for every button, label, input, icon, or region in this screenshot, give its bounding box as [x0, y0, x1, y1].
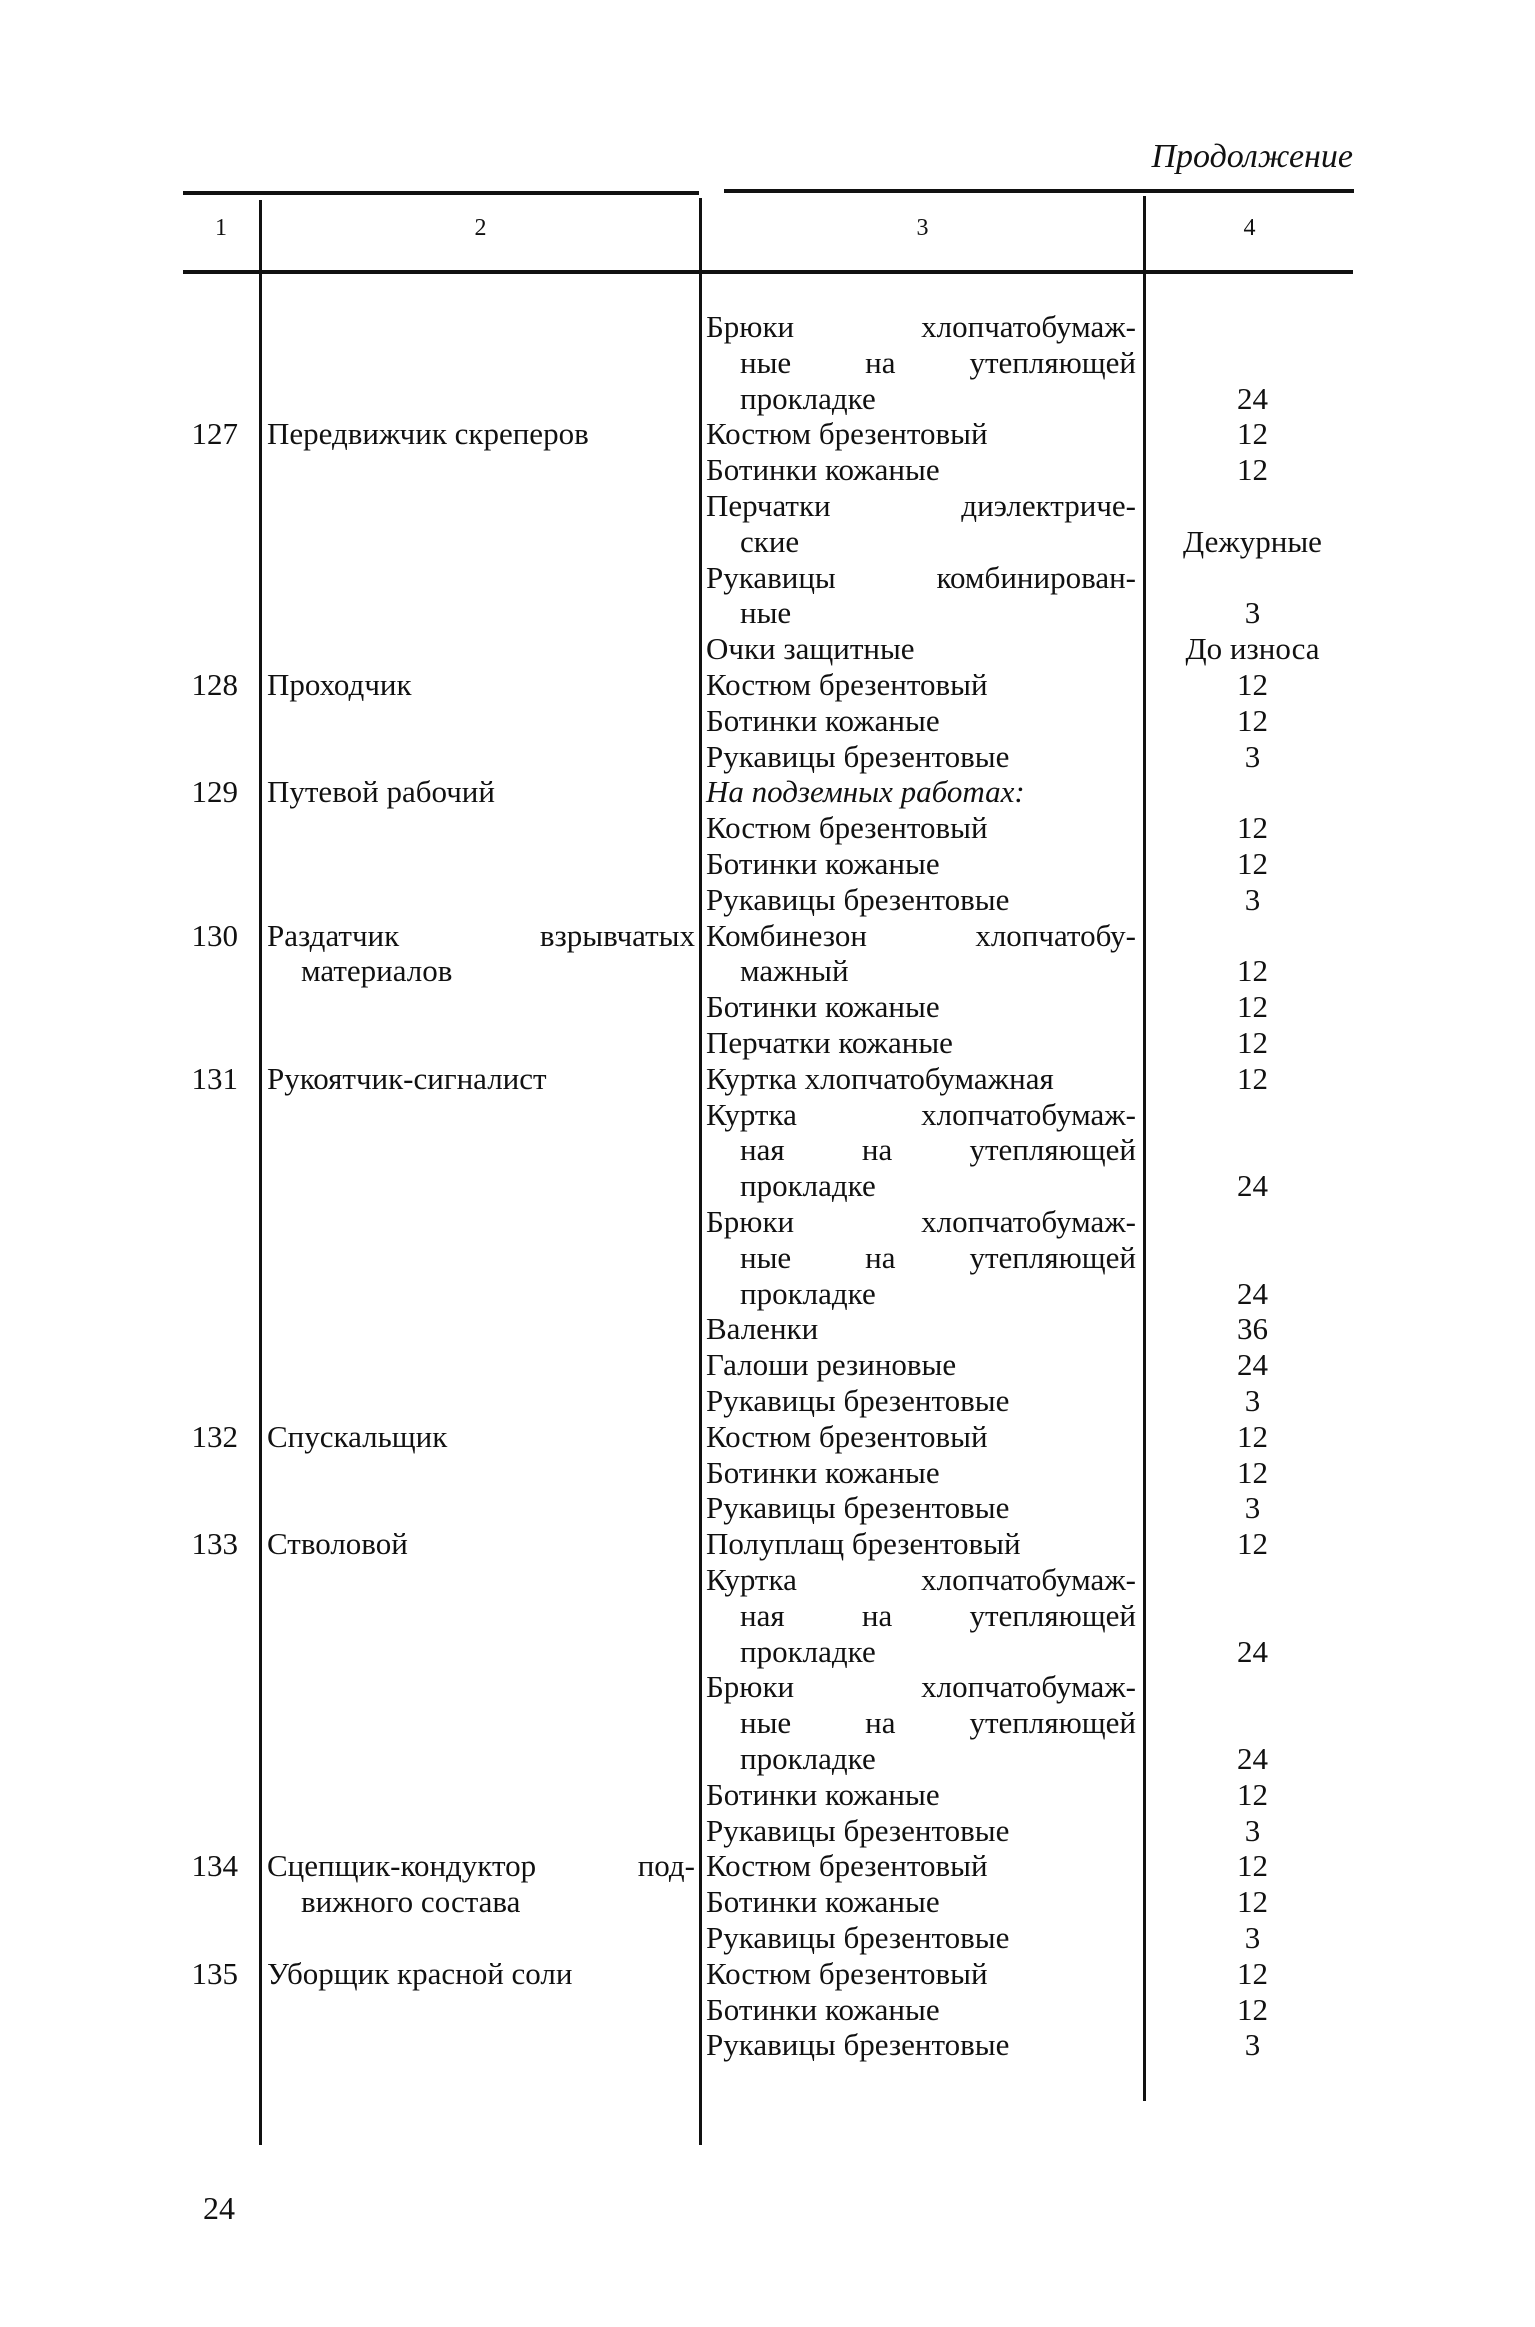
row-number: 133 — [191, 1526, 238, 1562]
clothing-item: Брюки хлопчатобумаж- — [706, 1204, 1136, 1239]
clothing-item: Костюм брезентовый — [706, 810, 988, 846]
wear-period: 12 — [1237, 452, 1268, 488]
header-bottom-rule — [183, 270, 1353, 274]
row-number: 132 — [191, 1418, 238, 1454]
wear-period: 3 — [1244, 881, 1261, 917]
wear-period: 12 — [1237, 702, 1268, 738]
occupation-name: Проходчик — [267, 667, 412, 702]
row-number: 135 — [191, 1955, 238, 1991]
clothing-item: Ботинки кожаные — [706, 1776, 940, 1812]
clothing-item: Костюм брезентовый — [706, 1418, 988, 1454]
clothing-item: Ботинки кожаные — [706, 702, 940, 738]
occupation-name: Передвижчик скреперов — [267, 416, 589, 452]
wear-period: 3 — [1244, 595, 1261, 631]
clothing-item: Перчатки кожаные — [706, 1025, 953, 1060]
clothing-item: ные — [740, 595, 792, 631]
wear-period: 24 — [1237, 1275, 1268, 1311]
column-divider — [1143, 196, 1146, 2101]
occupation-name: Стволовой — [267, 1526, 408, 1562]
clothing-item: прокладке — [740, 1275, 876, 1311]
clothing-item: Костюм брезентовый — [706, 416, 988, 452]
continuation-label: Продолжение — [1151, 138, 1353, 175]
clothing-item: Куртка хлопчатобумажная — [706, 1060, 1054, 1096]
header-col-2: 2 — [474, 215, 487, 241]
occupation-name: Сцепщик-кондуктор под- — [267, 1848, 695, 1884]
occupation-name: Рукоятчик-сигналист — [267, 1060, 547, 1096]
wear-period: 12 — [1237, 1060, 1268, 1096]
clothing-item: ные на утепляющей — [740, 1705, 1136, 1741]
clothing-item: мажный — [740, 953, 849, 989]
wear-period: 12 — [1237, 1025, 1268, 1060]
clothing-item: Комбинезон хлопчатобу- — [706, 917, 1136, 953]
wear-period: 12 — [1237, 810, 1268, 846]
row-number: 130 — [191, 917, 238, 953]
clothing-item: Ботинки кожаные — [706, 1991, 940, 2027]
clothing-item: Рукавицы брезентовые — [706, 1490, 1010, 1526]
occupation-name: Раздатчик взрывчатых — [267, 917, 695, 953]
header-col-3: 3 — [916, 215, 929, 241]
clothing-item: ные на утепляющей — [740, 344, 1136, 380]
clothing-item: Валенки — [706, 1311, 819, 1347]
wear-period: 36 — [1237, 1311, 1268, 1347]
wear-period: 3 — [1244, 738, 1261, 774]
wear-period: 3 — [1244, 1383, 1261, 1418]
clothing-item: Костюм брезентовый — [706, 1955, 988, 1991]
occupation-name: вижного состава — [301, 1884, 521, 1920]
row-number: 128 — [191, 667, 238, 702]
row-number: 129 — [191, 774, 238, 810]
clothing-item: ные на утепляющей — [740, 1239, 1136, 1275]
clothing-item: Очки защитные — [706, 631, 915, 667]
clothing-item: Куртка хлопчатобумаж- — [706, 1562, 1136, 1597]
clothing-item: прокладке — [740, 1633, 876, 1669]
wear-period: 12 — [1237, 1418, 1268, 1454]
clothing-item: Рукавицы брезентовые — [706, 1812, 1010, 1848]
clothing-item: ная на утепляющей — [740, 1132, 1136, 1168]
clothing-item: Костюм брезентовый — [706, 667, 988, 702]
clothing-item: Галоши резиновые — [706, 1347, 957, 1383]
wear-period: 24 — [1237, 1741, 1268, 1776]
clothing-item: Полуплащ брезентовый — [706, 1526, 1021, 1562]
clothing-item: Рукавицы брезентовые — [706, 881, 1010, 917]
row-number: 127 — [191, 416, 238, 452]
wear-period: 12 — [1237, 1776, 1268, 1812]
clothing-item: Перчатки диэлектриче- — [706, 488, 1136, 523]
wear-period: 3 — [1244, 2027, 1261, 2063]
wear-period: 12 — [1237, 667, 1268, 702]
clothing-item: На подземных работах: — [706, 774, 1025, 810]
wear-period: 3 — [1244, 1490, 1261, 1526]
occupation-name: Путевой рабочий — [267, 774, 495, 810]
wear-period: 12 — [1237, 1991, 1268, 2027]
wear-period: До износа — [1185, 631, 1320, 667]
wear-period: 24 — [1237, 1168, 1268, 1204]
wear-period: 12 — [1237, 953, 1268, 989]
clothing-item: Брюки хлопчатобумаж- — [706, 1669, 1136, 1705]
header-col-1: 1 — [215, 215, 227, 241]
clothing-item: Ботинки кожаные — [706, 1454, 940, 1490]
wear-period: 3 — [1244, 1920, 1261, 1955]
table-top-rule — [183, 191, 699, 195]
wear-period: 3 — [1244, 1812, 1261, 1848]
occupation-name: Уборщик красной соли — [267, 1955, 573, 1991]
wear-period: 24 — [1237, 1633, 1268, 1669]
clothing-item: прокладке — [740, 380, 876, 416]
clothing-item: Костюм брезентовый — [706, 1848, 988, 1884]
wear-period: 12 — [1237, 416, 1268, 452]
clothing-item: Ботинки кожаные — [706, 846, 940, 881]
clothing-item: Рукавицы комбинирован- — [706, 559, 1136, 595]
wear-period: 12 — [1237, 1526, 1268, 1562]
wear-period: 24 — [1237, 1347, 1268, 1383]
clothing-item: Брюки хлопчатобумаж- — [706, 309, 1136, 344]
clothing-item: ная на утепляющей — [740, 1597, 1136, 1633]
page-number: 24 — [203, 2190, 235, 2226]
clothing-item: Рукавицы брезентовые — [706, 1920, 1010, 1955]
column-divider — [699, 198, 702, 2145]
wear-period: 12 — [1237, 1884, 1268, 1920]
row-number: 131 — [191, 1060, 238, 1096]
clothing-item: Ботинки кожаные — [706, 452, 940, 488]
clothing-item: прокладке — [740, 1168, 876, 1204]
clothing-item: Рукавицы брезентовые — [706, 738, 1010, 774]
clothing-item: ские — [740, 523, 800, 559]
clothing-item: прокладке — [740, 1741, 876, 1776]
row-number: 134 — [191, 1848, 238, 1884]
occupation-name: Спускальщик — [267, 1418, 448, 1454]
wear-period: 12 — [1237, 1955, 1268, 1991]
wear-period: 12 — [1237, 846, 1268, 881]
wear-period: Дежурные — [1183, 523, 1322, 559]
wear-period: 12 — [1237, 989, 1268, 1025]
clothing-item: Ботинки кожаные — [706, 1884, 940, 1920]
clothing-item: Куртка хлопчатобумаж- — [706, 1096, 1136, 1132]
wear-period: 12 — [1237, 1848, 1268, 1884]
clothing-item: Рукавицы брезентовые — [706, 1383, 1010, 1418]
header-col-4: 4 — [1243, 215, 1256, 241]
table-top-rule — [724, 189, 1354, 193]
wear-period: 24 — [1237, 380, 1268, 416]
column-divider — [259, 200, 262, 2145]
occupation-name: материалов — [301, 953, 453, 989]
wear-period: 12 — [1237, 1454, 1268, 1490]
clothing-item: Рукавицы брезентовые — [706, 2027, 1010, 2063]
clothing-item: Ботинки кожаные — [706, 989, 940, 1025]
